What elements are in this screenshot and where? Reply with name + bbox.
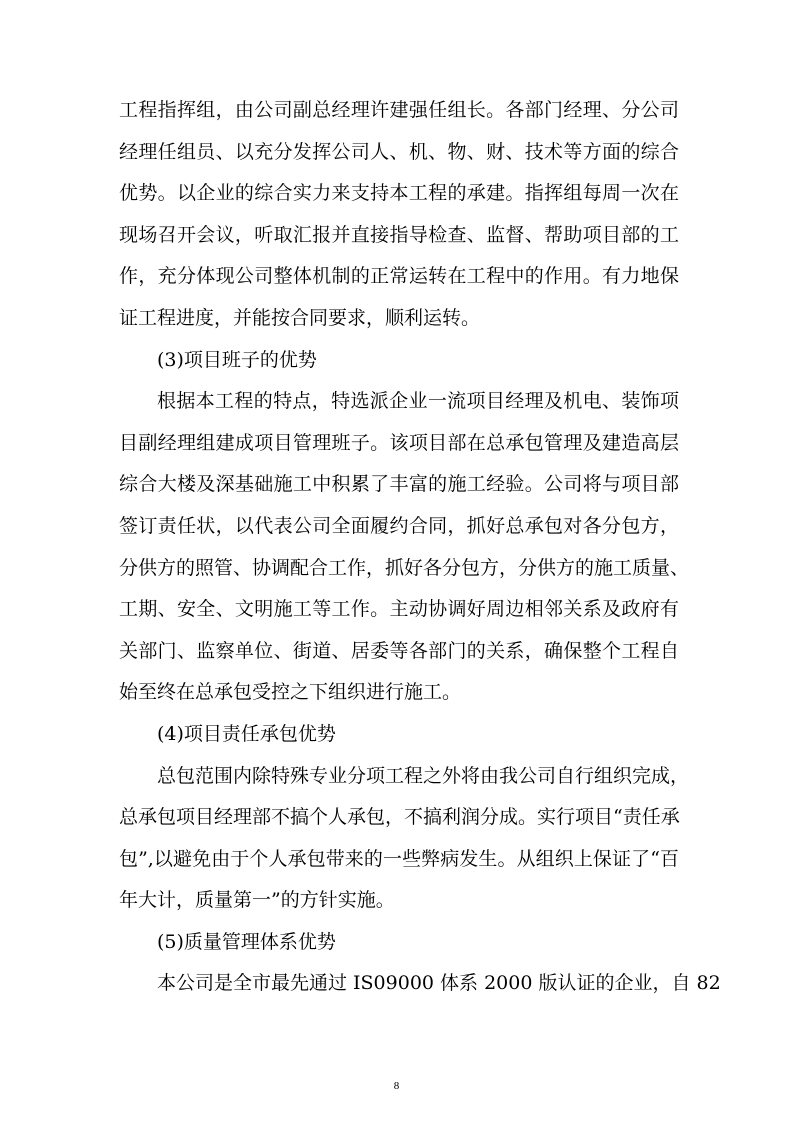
paragraph-line: 工期、安全、文明施工等工作。主动协调好周边相邻关系及政府有 xyxy=(119,598,679,621)
paragraph-line: 签订责任状，以代表公司全面履约合同，抓好总承包对各分包方， xyxy=(119,514,679,537)
paragraph-line: 包”,以避免由于个人承包带来的一些弊病发生。从组织上保证了“百 xyxy=(119,847,679,870)
paragraph-line: 证工程进度，并能按合同要求，顺利运转。 xyxy=(119,306,481,329)
paragraph-line: 总包范围内除特殊专业分项工程之外将由我公司自行组织完成， xyxy=(157,764,690,787)
paragraph-line: 工程指挥组，由公司副总经理许建强任组长。各部门经理、分公司 xyxy=(119,99,679,121)
paragraph-line: 分供方的照管、协调配合工作，抓好各分包方，分供方的施工质量、 xyxy=(119,556,690,579)
paragraph-line: 综合大楼及深基础施工中积累了丰富的施工经验。公司将与项目部 xyxy=(119,473,679,496)
paragraph-line: 优势。以企业的综合实力来支持本工程的承建。指挥组每周一次在 xyxy=(119,182,679,205)
page-number: 8 xyxy=(393,1080,400,1092)
paragraph-line: 总承包项目经理部不搞个人承包，不搞利润分成。实行项目“责任承 xyxy=(119,806,680,829)
paragraph-line: 年大计，质量第一”的方针实施。 xyxy=(119,889,395,912)
paragraph-line: 目副经理组建成项目管理班子。该项目部在总承包管理及建造高层 xyxy=(119,431,679,454)
paragraph-line: 经理任组员、以充分发挥公司人、机、物、财、技术等方面的综合 xyxy=(119,140,679,163)
section-heading: (3)项目班子的优势 xyxy=(157,348,317,371)
section-heading: (5)质量管理体系优势 xyxy=(157,930,336,953)
document-body xyxy=(119,90,721,1005)
paragraph-line: 本公司是全市最先通过 IS09000 体系 2000 版认证的企业，自 82 xyxy=(157,972,721,995)
paragraph-line: 始至终在总承包受控之下组织进行施工。 xyxy=(119,681,462,704)
paragraph-line: 作，充分体现公司整体机制的正常运转在工程中的作用。有力地保 xyxy=(119,265,679,288)
section-heading: (4)项目责任承包优势 xyxy=(157,722,336,745)
paragraph-line: 根据本工程的特点，特选派企业一流项目经理及机电、装饰项 xyxy=(157,390,679,413)
paragraph-line: 关部门、监察单位、街道、居委等各部门的关系，确保整个工程自 xyxy=(119,639,679,662)
paragraph-line: 现场召开会议，听取汇报并直接指导检查、监督、帮助项目部的工 xyxy=(119,223,679,246)
